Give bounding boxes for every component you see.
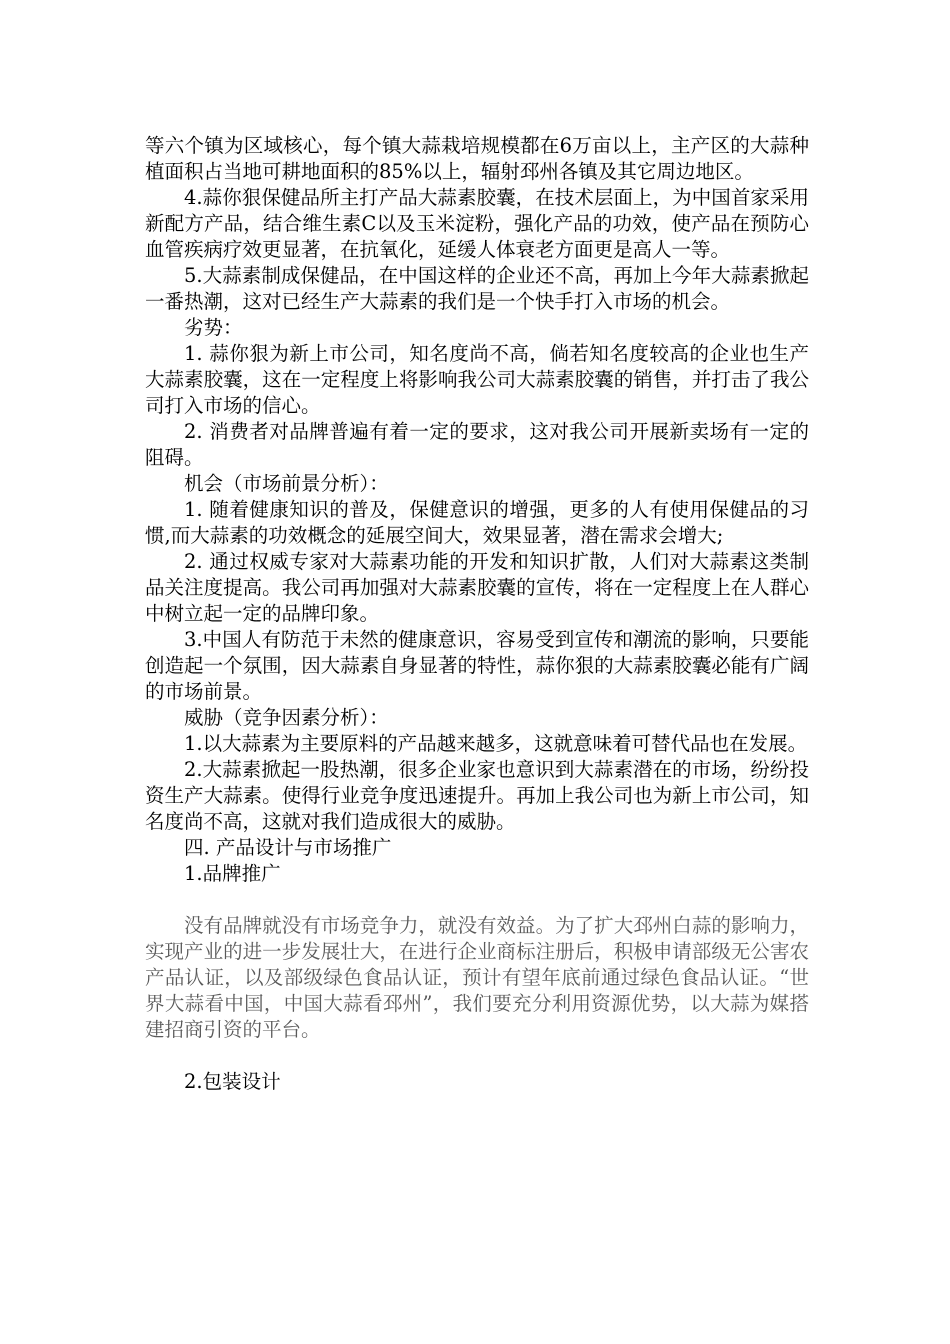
weakness-heading: 劣势： [184,316,243,339]
threat-heading: 威胁（竞争因素分析）： [184,706,389,729]
paragraph-strength-4: 4.蒜你狠保健品所主打产品大蒜素胶囊，在技术层面上，为中国首家采用新配方产品，结合维生素C以及玉米淀粉，强化产品的功效，使产品在预防心血管疾病疗效更显著，在抗氧化，延缓人体衰老方面更是高人一等。 [145,186,809,261]
opportunity-heading: 机会（市场前景分析）： [184,472,389,495]
packaging-design-heading: 2.包装设计 [184,1070,281,1093]
threat-item-2: 2.大蒜素掀起一股热潮，很多企业家也意识到大蒜素潜在的市场，纷纷投资生产大蒜素。使得行业竞争度迅速提升。再加上我公司也为新上市公司，知名度尚不高，这就对我们造成很大的威胁。 [145,758,809,833]
paragraph-region-core: 等六个镇为区域核心，每个镇大蒜栽培规模都在6万亩以上，主产区的大蒜种植面积占当地可耕地面积的85%以上，辐射邳州各镇及其它周边地区。 [145,134,809,183]
weakness-item-1: 1. 蒜你狠为新上市公司，知名度尚不高，倘若知名度较高的企业也生产大蒜素胶囊，这在一定程度上将影响我公司大蒜素胶囊的销售，并打击了我公司打入市场的信心。 [145,342,809,417]
brand-promotion-heading: 1.品牌推广 [184,862,281,885]
opportunity-item-3: 3.中国人有防范于未然的健康意识，容易受到宣传和潮流的影响，只要能创造起一个氛围，因大蒜素自身显著的特性，蒜你狠的大蒜素胶囊必能有广阔的市场前景。 [145,628,809,703]
opportunity-item-1: 1. 随着健康知识的普及，保健意识的增强，更多的人有使用保健品的习惯,而大蒜素的功效概念的延展空间大，效果显著，潜在需求会增大; [145,498,809,547]
threat-item-1: 1.以大蒜素为主要原料的产品越来越多，这就意味着可替代品也在发展。 [184,732,808,755]
paragraph-strength-5: 5.大蒜素制成保健品，在中国这样的企业还不高，再加上今年大蒜素掀起一番热潮，这对已经生产大蒜素的我们是一个快手打入市场的机会。 [145,264,809,313]
weakness-item-2: 2. 消费者对品牌普遍有着一定的要求，这对我公司开展新卖场有一定的阻碍。 [145,420,809,469]
opportunity-item-2: 2. 通过权威专家对大蒜素功能的开发和知识扩散，人们对大蒜素这类制品关注度提高。我公司再加强对大蒜素胶囊的宣传，将在一定程度上在人群心中树立起一定的品牌印象。 [145,550,809,625]
document-page [145,133,809,1095]
section-4-heading: 四. 产品设计与市场推广 [184,836,392,859]
brand-promotion-body: 没有品牌就没有市场竞争力，就没有效益。为了扩大邳州白蒜的影响力，实现产业的进一步发展壮大，在进行企业商标注册后，积极申请部级无公害农产品认证，以及部级绿色食品认证，预计有望年底前通过绿色食品认证。“世界大蒜看中国，中国大蒜看邳州”，我们要充分利用资源优势，以大蒜为媒搭建招商引资的平台。 [145,914,809,1041]
